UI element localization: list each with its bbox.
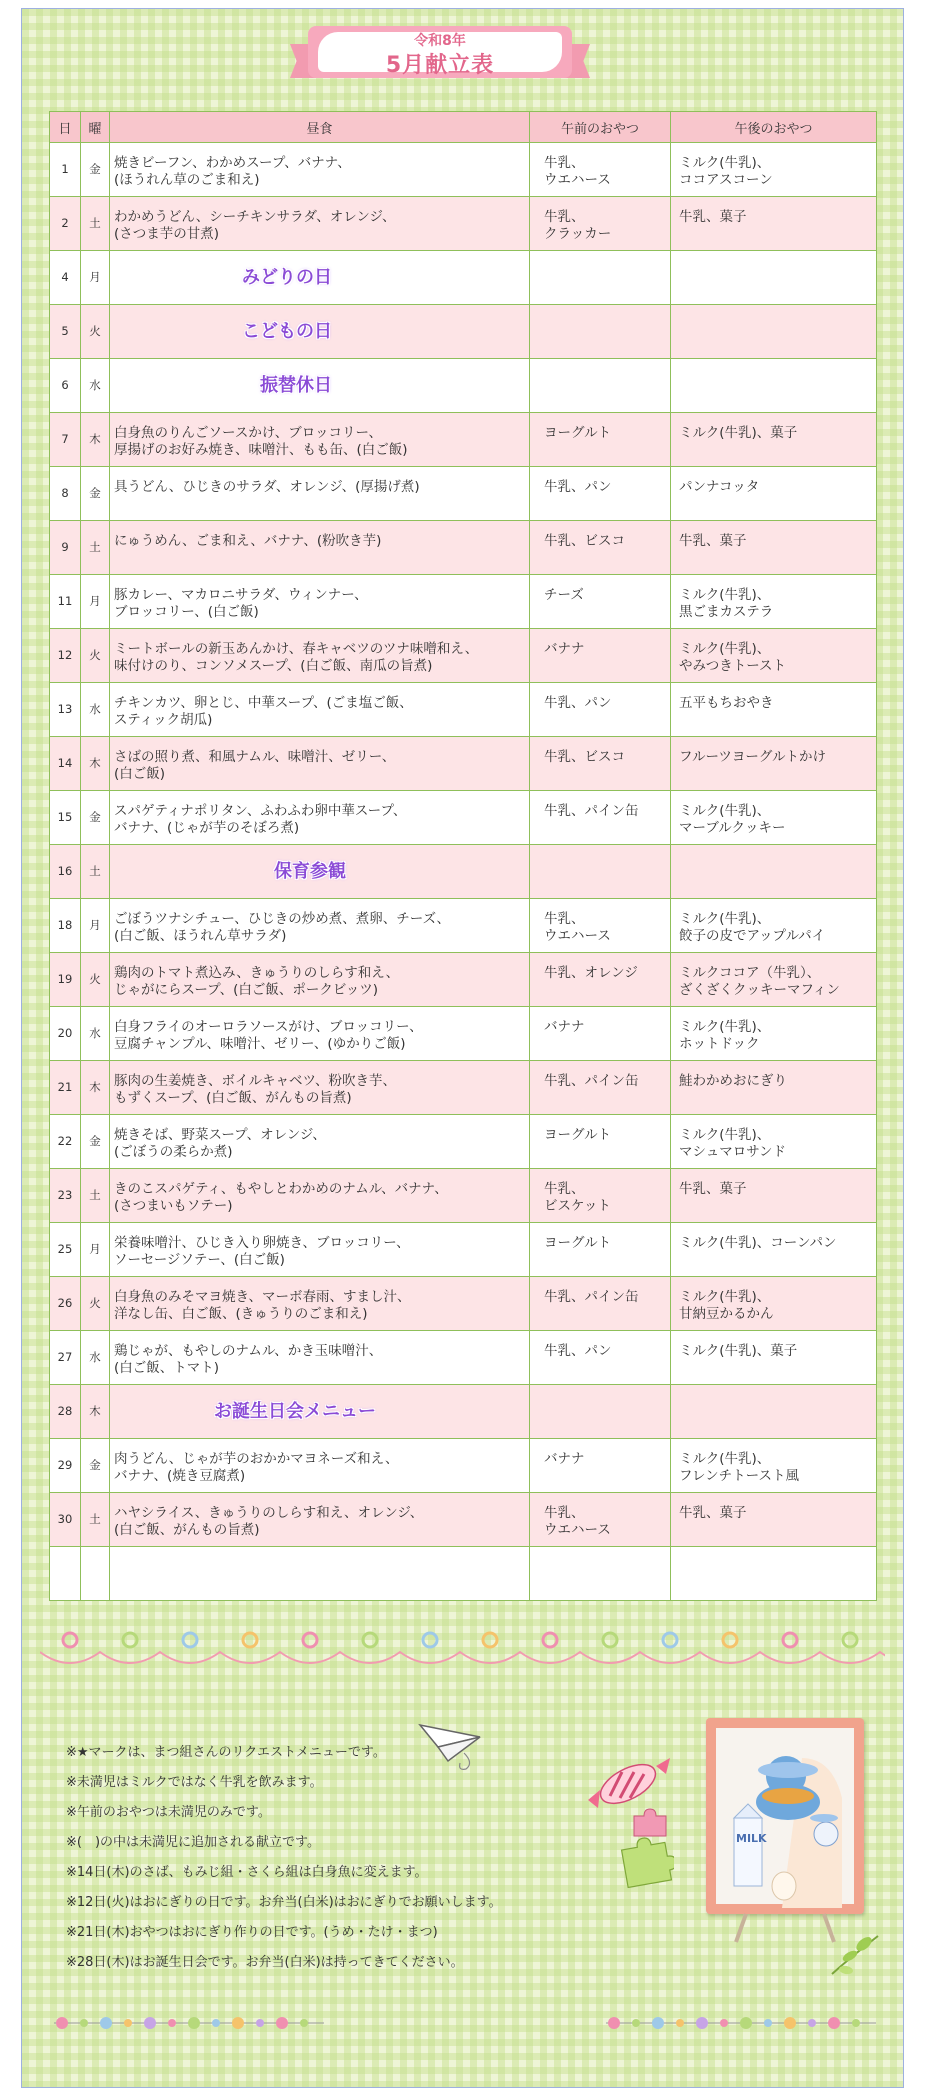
afternoon-snack-cell: 五平もちおやき [671, 683, 877, 737]
special-day-label: 保育参観 [274, 861, 346, 882]
day-cell: 25 [50, 1223, 81, 1277]
table-row [50, 1007, 877, 1061]
day-cell: 29 [50, 1439, 81, 1493]
bead [808, 2019, 816, 2027]
weekday-cell: 土 [81, 197, 110, 251]
morning-snack-cell: バナナ [530, 1007, 671, 1061]
garland-ring [483, 1633, 497, 1647]
weekday-cell: 木 [81, 1061, 110, 1115]
day-cell: 11 [50, 575, 81, 629]
morning-snack-cell [530, 1385, 671, 1439]
morning-snack-cell [530, 359, 671, 413]
lunch-cell: 白身魚のりんごソースかけ、ブロッコリー、 厚揚げのお好み焼き、味噌汁、もも缶、(白ご飯) [110, 413, 530, 467]
title-ribbon [290, 22, 590, 92]
lunch-cell: 豚肉の生姜焼き、ボイルキャベツ、粉吹き芋、 もずくスープ、(白ご飯、がんもの旨煮) [110, 1061, 530, 1115]
bead [168, 2019, 176, 2027]
lunch-cell: 白身魚のみそマヨ焼き、マーボ春雨、すまし汁、 洋なし缶、白ご飯、(きゅうりのごま和え) [110, 1277, 530, 1331]
bead [100, 2017, 112, 2029]
milk-carton-label: MILK [736, 1832, 767, 1845]
weekday-cell: 土 [81, 1169, 110, 1223]
weekday-cell: 木 [81, 413, 110, 467]
bead [124, 2019, 132, 2027]
weekday-cell: 金 [81, 791, 110, 845]
weekday-cell: 木 [81, 1385, 110, 1439]
afternoon-snack-cell: 牛乳、菓子 [671, 197, 877, 251]
day-cell: 12 [50, 629, 81, 683]
table-row [50, 1547, 877, 1601]
morning-snack-cell [530, 1547, 671, 1601]
lunch-cell: ハヤシライス、きゅうりのしらす和え、オレンジ、 (白ご飯、がんもの旨煮) [110, 1493, 530, 1547]
bead [256, 2019, 264, 2027]
afternoon-snack-cell: フルーツヨーグルトかけ [671, 737, 877, 791]
morning-snack-cell: 牛乳、オレンジ [530, 953, 671, 1007]
lunch-cell: ミートボールの新玉あんかけ、春キャベツのツナ味噌和え、 味付けのり、コンソメスープ、(白ご飯、南瓜の旨煮) [110, 629, 530, 683]
afternoon-snack-cell [671, 251, 877, 305]
day-cell: 30 [50, 1493, 81, 1547]
special-day-cell [110, 359, 530, 413]
bead [276, 2017, 288, 2029]
note-5: ※14日(木)のさば、もみじ組・さくら組は白身魚に変えます。 [66, 1865, 428, 1880]
notes-section [66, 1738, 606, 1978]
day-cell: 1 [50, 143, 81, 197]
weekday-cell: 火 [81, 305, 110, 359]
afternoon-snack-cell: 牛乳、菓子 [671, 521, 877, 575]
garland-string [40, 1652, 885, 1663]
table-row [50, 467, 877, 521]
lunch-cell: 焼きビーフン、わかめスープ、バナナ、 (ほうれん草のごま和え) [110, 143, 530, 197]
note-6: ※12日(火)はおにぎりの日です。お弁当(白米)はおにぎりでお願いします。 [66, 1895, 502, 1910]
note-1: ※★マークは、まつ組さんのリクエストメニューです。 [66, 1745, 386, 1760]
column-header-afternoon-snack: 午後のおやつ [671, 112, 877, 143]
bead [188, 2017, 200, 2029]
weekday-cell: 火 [81, 1277, 110, 1331]
special-day-label: みどりの日 [242, 267, 332, 288]
bead-line-left [54, 2016, 324, 2030]
green-puzzle-icon [618, 1836, 674, 1888]
table-row [50, 953, 877, 1007]
weekday-cell: 土 [81, 1493, 110, 1547]
morning-snack-cell: 牛乳、パン [530, 683, 671, 737]
lunch-cell: わかめうどん、シーチキンサラダ、オレンジ、 (さつま芋の甘煮) [110, 197, 530, 251]
table-row [50, 251, 877, 305]
morning-snack-cell: 牛乳、 ウエハース [530, 899, 671, 953]
morning-snack-cell: 牛乳、 ビスケット [530, 1169, 671, 1223]
lunch-cell: 白身フライのオーロラソースがけ、ブロッコリー、 豆腐チャンプル、味噌汁、ゼリー、(ゆかりご飯) [110, 1007, 530, 1061]
day-cell: 8 [50, 467, 81, 521]
afternoon-snack-cell: ミルク(牛乳)、 餃子の皮でアップルパイ [671, 899, 877, 953]
special-day-cell [110, 305, 530, 359]
lunch-cell [110, 1547, 530, 1601]
day-cell: 16 [50, 845, 81, 899]
day-cell: 26 [50, 1277, 81, 1331]
weekday-cell: 水 [81, 683, 110, 737]
afternoon-snack-cell: 牛乳、菓子 [671, 1493, 877, 1547]
day-cell: 4 [50, 251, 81, 305]
afternoon-snack-cell: ミルク(牛乳)、 甘納豆かるかん [671, 1277, 877, 1331]
table-row [50, 413, 877, 467]
garland-ring [663, 1633, 677, 1647]
garland-ring [243, 1633, 257, 1647]
day-cell: 9 [50, 521, 81, 575]
note-3: ※午前のおやつは未満児のみです。 [66, 1805, 271, 1820]
column-header-day: 日 [50, 112, 81, 143]
menu-table-wrap [49, 111, 876, 1601]
special-day-label: 振替休日 [260, 375, 332, 396]
bead-garland [40, 1630, 885, 1680]
morning-snack-cell: 牛乳、パン [530, 467, 671, 521]
menu-table-body [50, 143, 877, 1601]
weekday-cell [81, 1547, 110, 1601]
table-row [50, 845, 877, 899]
lunch-cell: スパゲティナポリタン、ふわふわ卵中華スープ、 バナナ、(じゃが芋のそぼろ煮) [110, 791, 530, 845]
leaf-sprig-icon [828, 1930, 882, 1978]
column-header-lunch: 昼食 [110, 112, 530, 143]
morning-snack-cell: 牛乳、パン [530, 1331, 671, 1385]
table-row [50, 1061, 877, 1115]
afternoon-snack-cell: ミルクココア（牛乳）、 ざくざくクッキーマフィン [671, 953, 877, 1007]
bead [784, 2017, 796, 2029]
afternoon-snack-cell [671, 305, 877, 359]
bead [720, 2019, 728, 2027]
morning-snack-cell [530, 305, 671, 359]
lunch-cell: チキンカツ、卵とじ、中華スープ、(ごま塩ご飯、 スティック胡瓜) [110, 683, 530, 737]
day-cell: 7 [50, 413, 81, 467]
afternoon-snack-cell: パンナコッタ [671, 467, 877, 521]
weekday-cell: 月 [81, 899, 110, 953]
garland-ring [303, 1633, 317, 1647]
morning-snack-cell: 牛乳、パイン缶 [530, 1277, 671, 1331]
lunch-cell: ごぼうツナシチュー、ひじきの炒め煮、煮卵、チーズ、 (白ご飯、ほうれん草サラダ) [110, 899, 530, 953]
table-row [50, 737, 877, 791]
weekday-cell: 火 [81, 629, 110, 683]
afternoon-snack-cell: ミルク(牛乳)、菓子 [671, 413, 877, 467]
weekday-cell: 金 [81, 1115, 110, 1169]
table-row [50, 359, 877, 413]
special-day-cell [110, 845, 530, 899]
morning-snack-cell: 牛乳、 クラッカー [530, 197, 671, 251]
garland-ring [363, 1633, 377, 1647]
afternoon-snack-cell: ミルク(牛乳)、菓子 [671, 1331, 877, 1385]
day-cell: 20 [50, 1007, 81, 1061]
column-header-morning-snack: 午前のおやつ [530, 112, 671, 143]
day-cell: 2 [50, 197, 81, 251]
menu-table [49, 111, 877, 1601]
special-day-cell [110, 251, 530, 305]
morning-snack-cell: 牛乳、パイン缶 [530, 791, 671, 845]
day-cell [50, 1547, 81, 1601]
bead [212, 2019, 220, 2027]
afternoon-snack-cell [671, 1385, 877, 1439]
weekday-cell: 金 [81, 467, 110, 521]
day-cell: 22 [50, 1115, 81, 1169]
day-cell: 27 [50, 1331, 81, 1385]
table-row [50, 899, 877, 953]
table-row [50, 791, 877, 845]
weekday-cell: 金 [81, 1439, 110, 1493]
bead [232, 2017, 244, 2029]
note-8: ※28日(木)はお誕生日会です。お弁当(白米)は持ってきてください。 [66, 1955, 464, 1970]
day-cell: 18 [50, 899, 81, 953]
weekday-cell: 水 [81, 1007, 110, 1061]
afternoon-snack-cell: ミルク(牛乳)、 ホットドック [671, 1007, 877, 1061]
table-row [50, 305, 877, 359]
afternoon-snack-cell: ミルク(牛乳)、 マーブルクッキー [671, 791, 877, 845]
weekday-cell: 水 [81, 1331, 110, 1385]
bead [652, 2017, 664, 2029]
lunch-cell: 鶏肉のトマト煮込み、きゅうりのしらす和え、 じゃがにらスープ、(白ご飯、ポークビッツ) [110, 953, 530, 1007]
day-cell: 23 [50, 1169, 81, 1223]
column-header-weekday: 曜 [81, 112, 110, 143]
morning-snack-cell: バナナ [530, 1439, 671, 1493]
bead [740, 2017, 752, 2029]
bead [300, 2019, 308, 2027]
afternoon-snack-cell: 牛乳、菓子 [671, 1169, 877, 1223]
weekday-cell: 土 [81, 521, 110, 575]
weekday-cell: 月 [81, 1223, 110, 1277]
table-row [50, 521, 877, 575]
bead [828, 2017, 840, 2029]
note-2: ※未満児はミルクではなく牛乳を飲みます。 [66, 1775, 323, 1790]
garland-ring [123, 1633, 137, 1647]
day-cell: 21 [50, 1061, 81, 1115]
note-7: ※21日(木)おやつはおにぎり作りの日です。(うめ・たけ・まつ) [66, 1925, 438, 1940]
paper-airplane-icon [418, 1717, 488, 1773]
morning-snack-cell: 牛乳、ビスコ [530, 521, 671, 575]
lunch-cell: にゅうめん、ごま和え、バナナ、(粉吹き芋) [110, 521, 530, 575]
table-row [50, 143, 877, 197]
table-row [50, 575, 877, 629]
afternoon-snack-cell: ミルク(牛乳)、 フレンチトースト風 [671, 1439, 877, 1493]
lunch-cell: 栄養味噌汁、ひじき入り卵焼き、ブロッコリー、 ソーセージソテー、(白ご飯) [110, 1223, 530, 1277]
bead [764, 2019, 772, 2027]
afternoon-snack-cell: ミルク(牛乳)、 やみつきトースト [671, 629, 877, 683]
table-row [50, 683, 877, 737]
morning-snack-cell: ヨーグルト [530, 1223, 671, 1277]
table-row [50, 1331, 877, 1385]
garland-ring [183, 1633, 197, 1647]
bead [696, 2017, 708, 2029]
weekday-cell: 火 [81, 953, 110, 1007]
note-4: ※( )の中は未満児に追加される献立です。 [66, 1835, 320, 1850]
day-cell: 14 [50, 737, 81, 791]
morning-snack-cell: 牛乳、パイン缶 [530, 1061, 671, 1115]
bead [56, 2017, 68, 2029]
table-row [50, 1493, 877, 1547]
weekday-cell: 水 [81, 359, 110, 413]
garland-ring [843, 1633, 857, 1647]
afternoon-snack-cell [671, 359, 877, 413]
afternoon-snack-cell: ミルク(牛乳)、 ココアスコーン [671, 143, 877, 197]
day-cell: 15 [50, 791, 81, 845]
bead [676, 2019, 684, 2027]
afternoon-snack-cell [671, 1547, 877, 1601]
table-row [50, 1439, 877, 1493]
lunch-cell: 豚カレー、マカロニサラダ、ウィンナー、 ブロッコリー、(白ご飯) [110, 575, 530, 629]
lunch-cell: 具うどん、ひじきのサラダ、オレンジ、(厚揚げ煮) [110, 467, 530, 521]
morning-snack-cell: 牛乳、 ウエハース [530, 1493, 671, 1547]
morning-snack-cell: チーズ [530, 575, 671, 629]
bead [608, 2017, 620, 2029]
lunch-cell: 焼きそば、野菜スープ、オレンジ、 (ごぼうの柔らか煮) [110, 1115, 530, 1169]
bead [632, 2019, 640, 2027]
weekday-cell: 木 [81, 737, 110, 791]
bead [852, 2019, 860, 2027]
page-title: 5月献立表 [385, 53, 495, 78]
garland-ring [603, 1633, 617, 1647]
garland-ring [723, 1633, 737, 1647]
garland-ring [543, 1633, 557, 1647]
special-day-cell [110, 1385, 530, 1439]
morning-snack-cell: ヨーグルト [530, 1115, 671, 1169]
table-header-row [50, 112, 877, 143]
era-label: 令和8年 [414, 33, 466, 49]
table-row [50, 1277, 877, 1331]
day-cell: 6 [50, 359, 81, 413]
table-row [50, 1115, 877, 1169]
day-cell: 19 [50, 953, 81, 1007]
morning-snack-cell: バナナ [530, 629, 671, 683]
morning-snack-cell [530, 251, 671, 305]
bead [80, 2019, 88, 2027]
afternoon-snack-cell: 鮭わかめおにぎり [671, 1061, 877, 1115]
lunch-cell: 鶏じゃが、もやしのナムル、かき玉味噌汁、 (白ご飯、トマト) [110, 1331, 530, 1385]
weekday-cell: 月 [81, 251, 110, 305]
weekday-cell: 金 [81, 143, 110, 197]
table-row [50, 1385, 877, 1439]
morning-snack-cell [530, 845, 671, 899]
table-row [50, 197, 877, 251]
garland-ring [63, 1633, 77, 1647]
special-day-label: こどもの日 [242, 321, 332, 342]
morning-snack-cell: 牛乳、ビスコ [530, 737, 671, 791]
morning-snack-cell: ヨーグルト [530, 413, 671, 467]
morning-snack-cell: 牛乳、 ウエハース [530, 143, 671, 197]
lunch-cell: きのこスパゲティ、もやしとわかめのナムル、バナナ、 (さつまいもソテー) [110, 1169, 530, 1223]
day-cell: 28 [50, 1385, 81, 1439]
bead [144, 2017, 156, 2029]
day-cell: 13 [50, 683, 81, 737]
day-cell: 5 [50, 305, 81, 359]
lunch-cell: 肉うどん、じゃが芋のおかかマヨネーズ和え、 バナナ、(焼き豆腐煮) [110, 1439, 530, 1493]
weekday-cell: 土 [81, 845, 110, 899]
afternoon-snack-cell [671, 845, 877, 899]
lunch-cell: さばの照り煮、和風ナムル、味噌汁、ゼリー、 (白ご飯) [110, 737, 530, 791]
milk-illustration [706, 1718, 864, 1944]
bead-line-right [606, 2016, 876, 2030]
garland-ring [783, 1633, 797, 1647]
special-day-label: お誕生日会メニュー [214, 1401, 376, 1422]
garland-ring [423, 1633, 437, 1647]
afternoon-snack-cell: ミルク(牛乳)、コーンパン [671, 1223, 877, 1277]
weekday-cell: 月 [81, 575, 110, 629]
table-row [50, 1223, 877, 1277]
afternoon-snack-cell: ミルク(牛乳)、 黒ごまカステラ [671, 575, 877, 629]
table-row [50, 629, 877, 683]
table-row [50, 1169, 877, 1223]
afternoon-snack-cell: ミルク(牛乳)、 マシュマロサンド [671, 1115, 877, 1169]
